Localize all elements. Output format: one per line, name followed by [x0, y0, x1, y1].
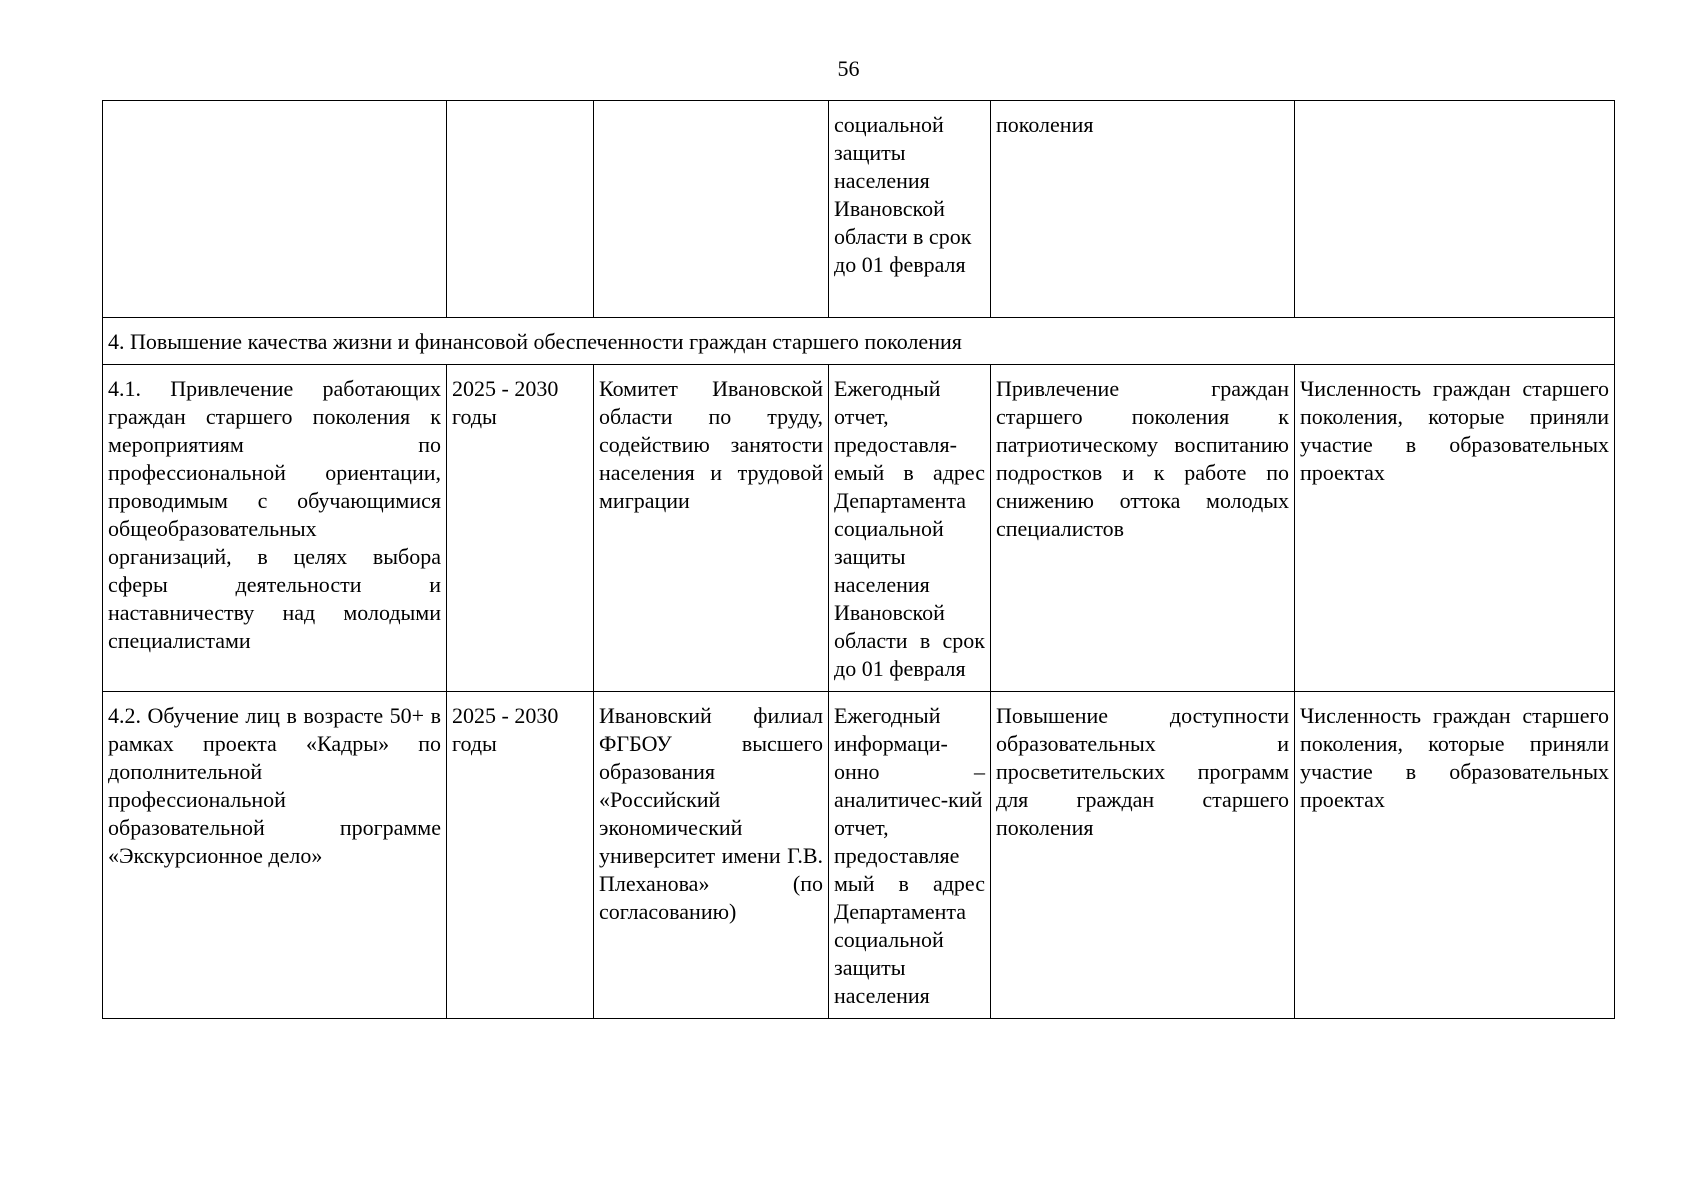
continued-result-cell: поколения — [991, 101, 1295, 318]
result-cell: Повышение доступности образовательных и просветительских программ для граждан старшего поколения — [991, 692, 1295, 1019]
continued-period-cell — [447, 101, 594, 318]
table-row — [103, 365, 1615, 692]
period-cell: 2025 - 2030 годы — [447, 692, 594, 1019]
continued-indicator-cell — [1295, 101, 1615, 318]
continued-row — [103, 101, 1615, 318]
measure-cell: 4.1. Привлечение работающих граждан старшего поколения к мероприятиям по профессиональной ориентации, проводимым с обучающимися общеобразовательных организаций, в целях выбора сферы деятельности и наставничеству над молодыми специалистами — [103, 365, 447, 692]
continued-measure-cell — [103, 101, 447, 318]
executor-cell: Комитет Ивановской области по труду, содействию занятости населения и трудовой миграции — [594, 365, 829, 692]
table-row — [103, 692, 1615, 1019]
action-plan-table — [102, 100, 1615, 1019]
indicator-cell: Численность граждан старшего поколения, которые приняли участие в образовательных проектах — [1295, 692, 1615, 1019]
section-title: 4. Повышение качества жизни и финансовой обеспеченности граждан старшего поколения — [103, 318, 1615, 365]
continued-executor-cell — [594, 101, 829, 318]
period-cell: 2025 - 2030 годы — [447, 365, 594, 692]
executor-cell: Ивановский филиал ФГБОУ высшего образования «Российский экономический университет имени Г.В. Плеханова» (по согласованию) — [594, 692, 829, 1019]
report-cell: Ежегодный информаци-онно – аналитичес-кий отчет, предоставляе мый в адрес Департамента социальной защиты населения — [829, 692, 991, 1019]
section-row — [103, 318, 1615, 365]
page-number: 56 — [837, 56, 860, 81]
indicator-cell: Численность граждан старшего поколения, которые приняли участие в образовательных проектах — [1295, 365, 1615, 692]
continued-report-cell: социальной защиты населения Ивановской области в срок до 01 февраля — [829, 101, 991, 318]
result-cell: Привлечение граждан старшего поколения к патриотическому воспитанию подростков и к работе по снижению оттока молодых специалистов — [991, 365, 1295, 692]
report-cell: Ежегодный отчет, предоставля-емый в адрес Департамента социальной защиты населения Ивановской области в срок до 01 февраля — [829, 365, 991, 692]
measure-cell: 4.2. Обучение лиц в возрасте 50+ в рамках проекта «Кадры» по дополнительной профессиональной образовательной программе «Экскурсионное дело» — [103, 692, 447, 1019]
